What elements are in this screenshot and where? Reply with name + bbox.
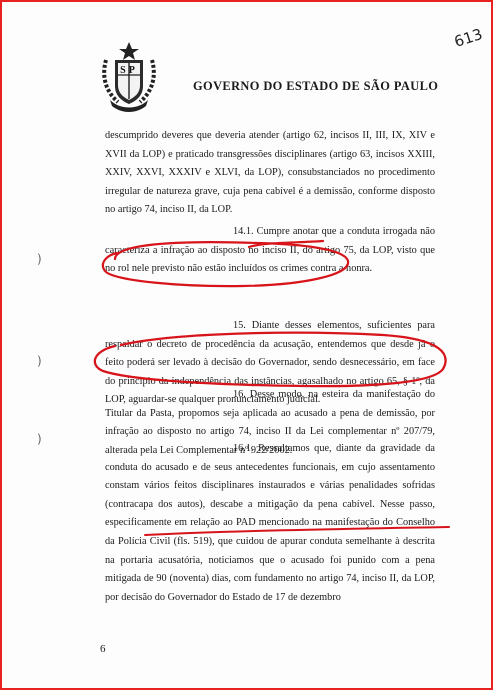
paragraph-continuation: descumprido deveres que deveria atender (artigo 62, incisos II, III, IX, XIV e XVII da LOP) e praticado transgressões disciplinares (artigo 63, incisos XXIII, XXIV, XXVI, XXXIV e XLVI, da LOP), consubstanciados no procedimento irregular de natureza grave, cuja pena cabível é a demissão, conforme disposto no artigo 74, inciso II, da LOP.: [105, 130, 435, 216]
paragraph-16-1: 16.1. Ressaltamos que, diante da gravidade da conduta do acusado e de seus antecedentes funcionais, em cujo assentamento constam vários feitos disciplinares instaurados e várias penalidades sofridas (contracapa dos autos), descabe a mitigação da pena cabível. Nesse passo, especificamente em relação ao PAD mencionado na manifestação do Conselho da Polícia Civil (fls. 519), que cuidou de apurar conduta semelhante à descrita na portaria acusatória, noticiamos que o acusado foi punido com a pena mitigada de 90 (noventa) dias, com fundamento no artigo 74, inciso II, da LOP, por decisão do Governador do Estado de 17 de dezembro: [105, 443, 435, 603]
margin-mark: ): [37, 252, 42, 266]
paragraph-14-1: 14.1. Cumpre anotar que a conduta irrogada não caracteriza a infração ao disposto no inciso II, do artigo 75, da LOP, visto que no rol nele previsto não estão incluídos os crimes contra a honra.: [105, 226, 435, 275]
margin-mark: ): [37, 432, 42, 446]
state-crest-icon: [100, 40, 158, 112]
page-number: 6: [100, 643, 106, 655]
document-page: [3, 3, 490, 687]
margin-mark: ): [37, 354, 42, 368]
paragraph-15: 15. Diante desses elementos, suficientes para respaldar o decreto de procedência da acusação, entendemos que desde já o feito poderá ser levado à decisão do Governador, sendo desnecessário, em face do princípio da independência das instâncias, agasalhado no artigo 65, § 1º, da LOP, aguardar-se qualquer pronunciamento judicial.: [105, 320, 435, 406]
crest-letters: SP: [120, 65, 138, 76]
header-title: GOVERNO DO ESTADO DE SÃO PAULO: [193, 79, 439, 93]
paragraph-16: 16. Desse modo, na esteira da manifestação do Titular da Pasta, propomos seja aplicada ao acusado a pena de demissão, por infração ao disposto no artigo 74, inciso II da Lei complementar nº 207/79, alterada pela Lei Complementar nº 922/2002.: [105, 389, 435, 456]
handwritten-page-mark: 613: [451, 25, 485, 51]
